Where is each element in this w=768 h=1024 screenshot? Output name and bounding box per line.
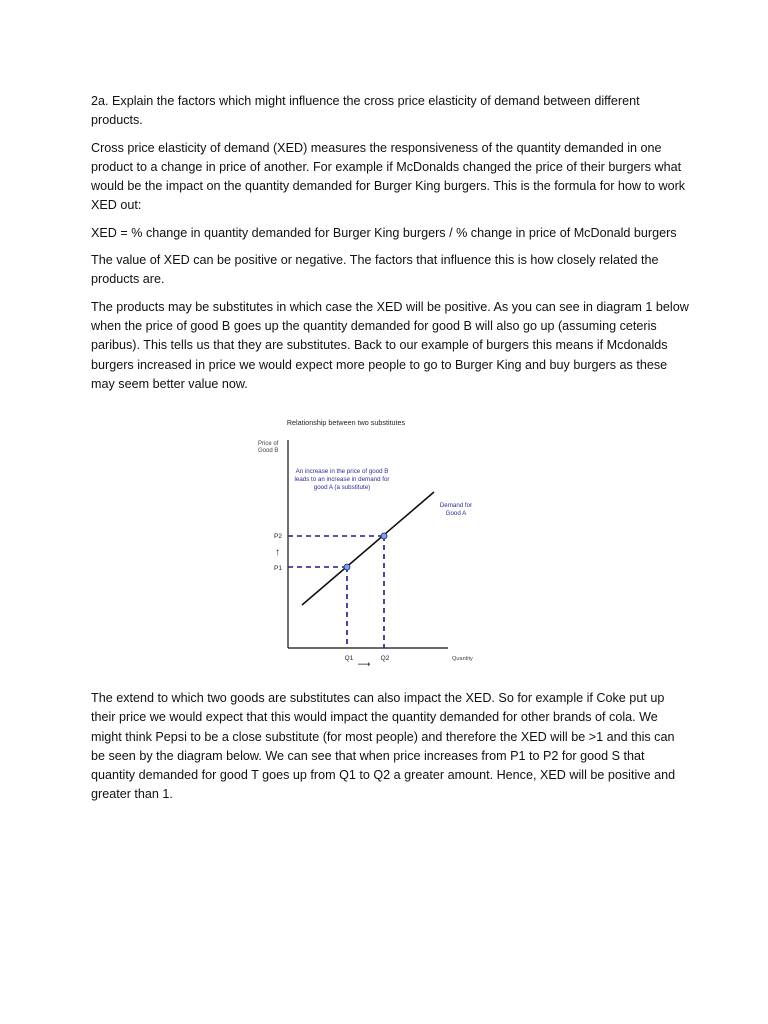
curve-label-line1: Demand for — [439, 502, 473, 509]
quantity-increase-arrow-icon: ⟶ — [357, 659, 371, 668]
document-body — [91, 92, 691, 402]
paragraph-sign: The value of XED can be positive or negative. The factors that influence this is how closely related the products are. — [91, 253, 659, 287]
y-axis-label-line2: Good B — [258, 448, 279, 454]
substitutes-diagram — [252, 410, 492, 668]
q1-label: Q1 — [344, 655, 354, 662]
diagram-title: Relationship between two substitutes — [286, 418, 406, 427]
annotation-line3: good A (a substitute) — [313, 484, 371, 491]
question-heading: 2a. Explain the factors which might influence the cross price elasticity of demand between different products. — [91, 94, 640, 128]
document-body-continued — [91, 689, 691, 805]
p2-label: P2 — [274, 533, 282, 540]
point-p1-q1 — [344, 564, 350, 570]
price-increase-arrow-icon: ↑ — [275, 547, 280, 558]
paragraph-substitutes: The products may be substitutes in which case the XED will be positive. As you can see in diagram 1 below when the price of good B goes up the quantity demanded for good B will also go up (assuming ceteris paribus). This tells us that they are substitutes. Back to our example of burgers this means if Mcdonalds burgers increased in price we would expect more people to go to Burger King and buy burgers as these may seem better value now. — [91, 299, 689, 391]
demand-curve — [302, 492, 434, 605]
point-p2-q2 — [381, 533, 387, 539]
annotation-line2: leads to an increase in demand for — [294, 476, 390, 483]
annotation-line1: An increase in the price of good B — [295, 468, 389, 475]
diagram-svg — [252, 410, 492, 668]
curve-label-line2: Good A — [445, 510, 467, 517]
paragraph-xed-definition: Cross price elasticity of demand (XED) measures the responsiveness of the quantity demanded in one product to a change in price of another. For example if McDonalds changed the price of their burgers what would be the impact on the quantity demanded for Burger King burgers. This is the formula for how to work XED out: — [91, 140, 686, 213]
y-axis-label-line1: Price of — [258, 441, 279, 447]
q2-label: Q2 — [380, 655, 390, 662]
paragraph-substitute-degree: The extend to which two goods are substitutes can also impact the XED. So for example if Coke put up their price we would expect that this would impact the quantity demanded for other brands of cola. We might think Pepsi to be a close substitute (for most people) and therefore the XED will be >1 and this can be seen by the diagram below. We can see that when price increases from P1 to P2 for good S that quantity demanded for good T goes up from Q1 to Q2 a greater amount. Hence, XED will be positive and greater than 1. — [91, 691, 676, 802]
xed-formula: XED = % change in quantity demanded for Burger King burgers / % change in price of McDonald burgers — [91, 225, 677, 240]
x-axis-label: Quantity — [452, 656, 473, 662]
p1-label: P1 — [274, 565, 282, 572]
